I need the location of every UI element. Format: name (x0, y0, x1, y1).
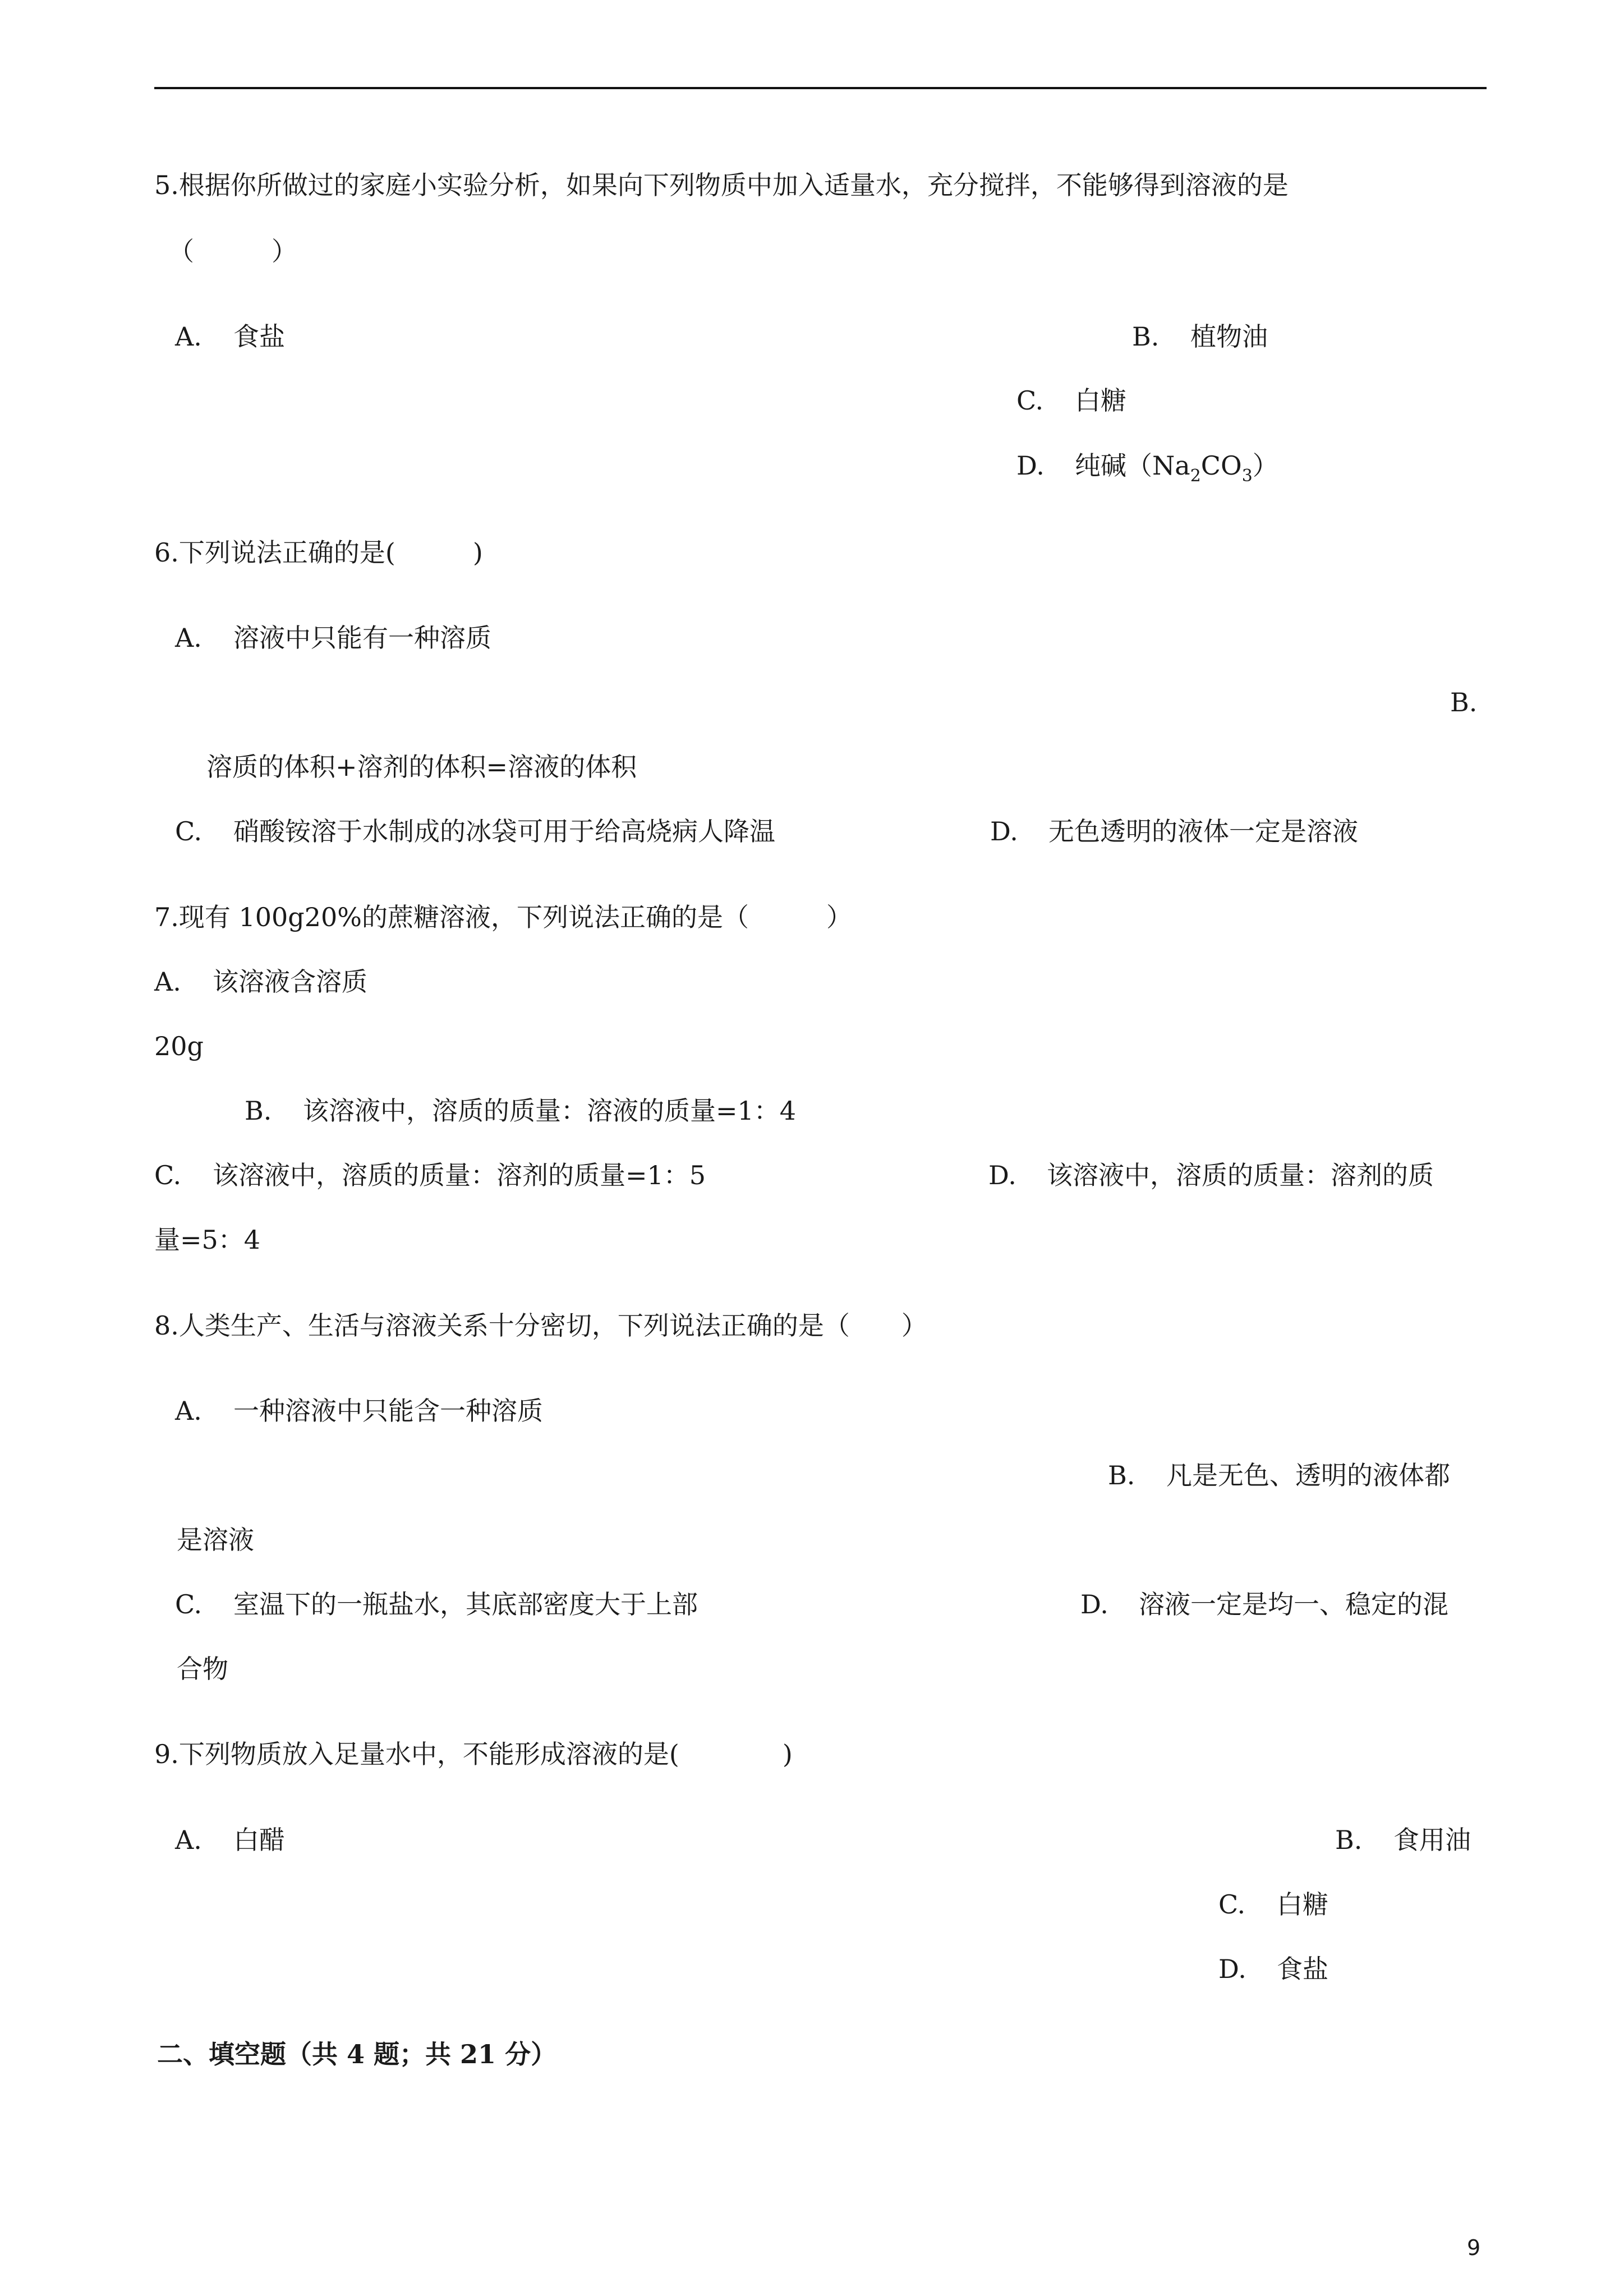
option-text: 溶液一定是均一、稳定的混 (1139, 1589, 1448, 1619)
option-letter: B. (1335, 1825, 1363, 1855)
option-letter: A. (175, 321, 202, 352)
option-text: 溶液中只能有一种溶质 (233, 623, 491, 653)
option-letter: B. (1108, 1460, 1135, 1490)
option-text: 该溶液含溶质 (213, 967, 367, 997)
q9-option-d[interactable] (1218, 1952, 1328, 1986)
q8-option-b[interactable] (1108, 1458, 1450, 1492)
option-letter: D. (988, 1160, 1016, 1190)
q8-stem: 8.人类生产、生活与溶液关系十分密切，下列说法正确的是（ ） (154, 1310, 927, 1341)
option-letter: C. (154, 1160, 182, 1190)
q5-option-d[interactable] (1016, 449, 1278, 493)
q7-option-d[interactable] (988, 1158, 1434, 1192)
option-text: 无色透明的液体一定是溶液 (1048, 816, 1358, 846)
option-text: 白糖 (1277, 1889, 1328, 1920)
q8-option-d[interactable] (1080, 1588, 1448, 1621)
q7-option-d-cont: 量=5：4 (154, 1225, 261, 1255)
option-text: 食盐 (1277, 1954, 1328, 1984)
option-letter: B. (1132, 321, 1160, 352)
option-letter: A. (175, 1396, 202, 1426)
q6-option-b-text: 溶质的体积+溶剂的体积=溶液的体积 (206, 752, 637, 782)
option-letter: A. (154, 967, 181, 997)
q8-option-a[interactable] (175, 1394, 543, 1428)
option-text: 食盐 (233, 321, 285, 352)
q7-option-a[interactable] (154, 965, 367, 999)
q8-option-c[interactable] (175, 1588, 698, 1621)
option-letter: C. (175, 1589, 203, 1619)
q7-option-b[interactable] (245, 1094, 796, 1128)
q9-option-a[interactable] (175, 1823, 285, 1857)
option-text: 硝酸铵溶于水制成的冰袋可用于给高烧病人降温 (233, 816, 775, 846)
option-text: 白醋 (233, 1825, 285, 1855)
option-letter: D. (1080, 1589, 1108, 1619)
option-text: 该溶液中，溶质的质量：溶剂的质 (1047, 1160, 1434, 1190)
option-text: 一种溶液中只能含一种溶质 (233, 1396, 543, 1426)
q5-option-a[interactable] (175, 320, 285, 353)
option-text: 白糖 (1075, 385, 1126, 416)
q5-answer-paren: （ ） (168, 236, 297, 266)
subscript: 3 (1241, 466, 1253, 486)
q6-stem: 6.下列说法正确的是( ) (154, 537, 483, 568)
header-rule (154, 87, 1487, 89)
option-text-tail: ） (1252, 450, 1278, 481)
option-text: 凡是无色、透明的液体都 (1166, 1460, 1450, 1490)
q9-option-c[interactable] (1218, 1888, 1328, 1921)
option-text: 该溶液中，溶质的质量：溶剂的质量=1：5 (213, 1160, 706, 1190)
q9-option-b[interactable] (1335, 1823, 1471, 1857)
option-letter: D. (1218, 1954, 1246, 1984)
option-letter: B. (245, 1096, 272, 1126)
q6-option-b-letter[interactable]: B. (1450, 687, 1478, 717)
option-text: 植物油 (1190, 321, 1268, 352)
q5-option-b[interactable] (1132, 320, 1268, 353)
q6-option-d[interactable] (990, 815, 1358, 848)
q5-stem: 5.根据你所做过的家庭小实验分析，如果向下列物质中加入适量水，充分搅拌，不能够得到溶液的是 (154, 170, 1289, 200)
subscript: 2 (1190, 466, 1201, 486)
option-letter: D. (1016, 450, 1045, 481)
q7-option-a-cont: 20g (154, 1031, 204, 1061)
option-text-mid: CO (1200, 450, 1242, 481)
option-letter: A. (175, 1825, 202, 1855)
q8-option-b-cont: 是溶液 (177, 1525, 254, 1555)
option-letter: C. (1218, 1889, 1246, 1920)
q5-option-c[interactable] (1016, 384, 1126, 417)
page-number: 9 (1467, 2235, 1481, 2260)
q7-option-c[interactable] (154, 1158, 706, 1192)
option-text: 纯碱（Na (1075, 450, 1190, 481)
option-letter: A. (175, 623, 202, 653)
q7-stem: 7.现有 100g20%的蔗糖溶液，下列说法正确的是（ ） (154, 902, 852, 932)
option-text: 室温下的一瓶盐水，其底部密度大于上部 (233, 1589, 698, 1619)
option-letter: C. (1016, 385, 1044, 416)
q9-stem: 9.下列物质放入足量水中，不能形成溶液的是( ) (154, 1739, 793, 1769)
q8-option-d-cont: 合物 (177, 1654, 228, 1684)
q6-option-c[interactable] (175, 815, 775, 848)
option-text: 食用油 (1393, 1825, 1471, 1855)
q6-option-a[interactable] (175, 621, 491, 655)
option-text: 该溶液中，溶质的质量：溶液的质量=1：4 (303, 1096, 797, 1126)
option-letter: D. (990, 816, 1018, 846)
option-letter: C. (175, 816, 203, 846)
section-heading: 二、填空题（共 4 题；共 21 分） (157, 2039, 557, 2069)
